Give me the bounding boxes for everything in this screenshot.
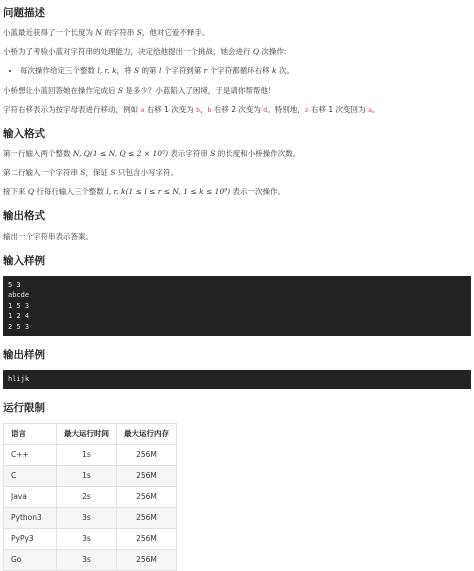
inline-code-char: a [140,105,145,114]
inline-code-char: z [304,105,309,114]
operation-bullet: • 每次操作给定三个整数 l, r, k，将 S 的第 l 个字符到第 r 个字符都循环右移 k 次。 [20,66,471,76]
inline-code-char: b [207,105,212,114]
section-title-sample-input: 输入样例 [3,254,45,267]
memory-cell: 256M [117,466,177,487]
language-cell: Python3 [4,508,57,529]
memory-cell: 256M [117,529,177,550]
section-title-limits: 运行限制 [3,401,45,414]
input-format-line-2: 第二行输入一个字符串 S，保证 S 只包含小写字符。 [3,168,178,178]
operation-list [3,66,471,76]
problem-paragraph-3: 小桥想让小蓝回答她在操作完成后 S 是多少？小蓝陷入了困境，于是请你帮帮他！ [3,85,276,95]
language-cell: C [4,466,57,487]
sample-input-code[interactable]: 5 3 abcde 1 5 3 1 2 4 2 5 3 [3,276,471,337]
sample-output-code[interactable]: hlijk [3,370,471,389]
limits-header-row [4,424,177,445]
math-n: N [95,28,102,38]
time-cell: 2s [57,487,117,508]
time-cell: 1s [57,466,117,487]
table-row [4,445,177,466]
section-title-output-format: 输出格式 [3,210,45,223]
time-cell: 3s [57,529,117,550]
inline-code-char: d [263,105,268,114]
memory-cell: 256M [117,550,177,571]
limits-table [3,423,177,571]
section-title-sample-output: 输出样例 [3,349,45,362]
output-format-text: 输出一个字符串表示答案。 [3,231,93,241]
time-cell: 3s [57,550,117,571]
math-q: Q [252,47,260,57]
language-cell: PyPy3 [4,529,57,550]
language-cell: Go [4,550,57,571]
language-cell: Java [4,487,57,508]
time-cell: 1s [57,445,117,466]
inline-code-char: a [367,105,372,114]
table-row [4,529,177,550]
header-language: 语言 [4,424,57,445]
input-format-line-1: 第一行输入两个整数 N, Q(1 ≤ N, Q ≤ 2 × 10⁵) 表示字符串 S 的长度和小桥操作次数。 [3,148,301,158]
memory-cell: 256M [117,508,177,529]
header-max-time: 最大运行时间 [57,424,117,445]
language-cell: C++ [4,445,57,466]
section-title-input-format: 输入格式 [3,127,45,140]
memory-cell: 256M [117,487,177,508]
problem-paragraph-1: 小蓝最近获得了一个长度为 N 的字符串 S，他对它爱不释手。 [3,28,210,38]
section-title-problem: 问题描述 [3,7,45,19]
time-cell: 3s [57,508,117,529]
math-s: S [136,28,142,38]
table-row [4,550,177,571]
memory-cell: 256M [117,445,177,466]
inline-code-char: b [196,105,201,114]
input-format-line-3: 接下来 Q 行每行输入三个整数 l, r, k(1 ≤ l ≤ r ≤ N, 1 ≤ k ≤ 10⁹) 表示一次操作。 [3,187,286,197]
problem-paragraph-4: 字符右移表示为按字母表进行移动，例如 a 右移 1 次变为 b，b 右移 2 次变为 d。特别地，z 右移 1 次变回为 a。 [3,104,380,114]
table-row [4,487,177,508]
problem-paragraph-2: 小桥为了考验小蓝对字符串的处理能力，决定给他提出一个挑战，她会进行 Q 次操作： [3,47,292,57]
table-row [4,508,177,529]
table-row [4,466,177,487]
header-max-memory: 最大运行内存 [117,424,177,445]
